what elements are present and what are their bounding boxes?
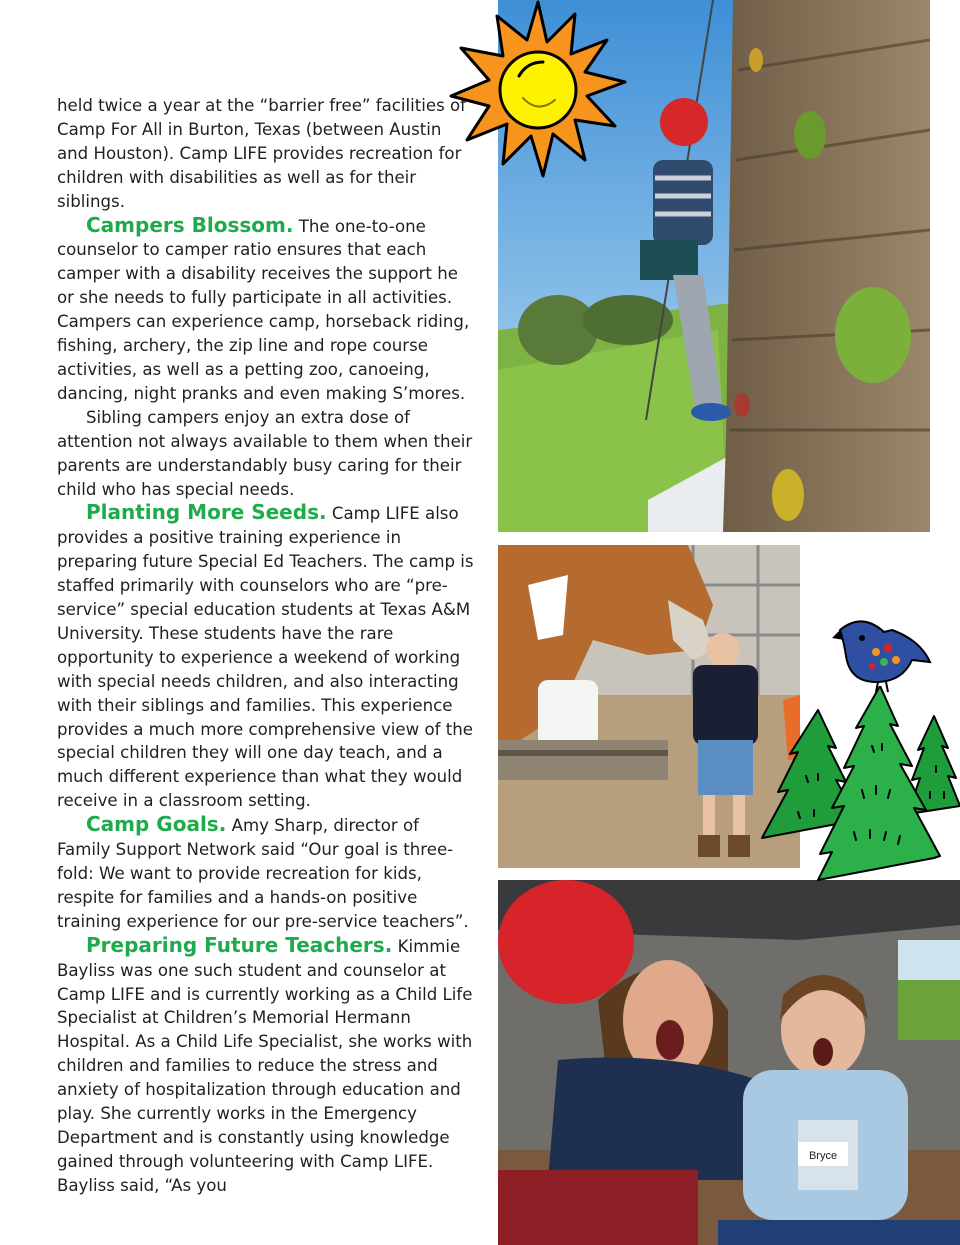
section-campers-blossom — [57, 214, 477, 406]
article-column — [57, 94, 477, 1198]
horse-photo — [498, 545, 800, 868]
surprised-faces-photo — [498, 880, 960, 1245]
intro-paragraph: held twice a year at the “barrier free” facilities of Camp For All in Burton, Texas (between Austin and Houston). Camp LIFE provides recreation for children with disabilities as well as for their siblings. — [57, 96, 466, 211]
section-heading: Planting More Seeds. — [86, 500, 327, 525]
section-heading: Camp Goals. — [86, 812, 227, 837]
section-camp-goals — [57, 813, 477, 934]
section-heading: Preparing Future Teachers. — [86, 932, 393, 957]
section-body: Camp LIFE also provides a positive training experience in preparing future Special Ed Teachers. The camp is staffed primarily with counselors who are “pre-service” special education students at Texas A&M University. These students have the rare opportunity to experience a weekend of working with special needs children, and also interacting with their siblings and families. This experience provides a much more comprehensive view of the special children they will one day teach, and a much different experience than what they would receive in a classroom setting. — [57, 504, 474, 811]
section-preparing-future-teachers — [57, 934, 477, 1198]
section-body: Kimmie Bayliss was one such student and counselor at Camp LIFE and is currently working as a Child Life Specialist at Children’s Memorial Hermann Hospital. As a Child Life Specialist, she works with children and families to reduce the stress and anxiety of hospitalization through education and play. She currently works in the Emergency Department and is constantly using knowledge gained through volunteering with Camp LIFE. Bayliss said, “As you — [57, 936, 473, 1195]
pine-trees-icon — [758, 686, 960, 886]
section-heading: Campers Blossom. — [86, 212, 294, 237]
section-body: Amy Sharp, director of Family Support Network said “Our goal is three-fold: We want to provide recreation for kids, respite for families and a hands-on positive training experience for our pre-service teachers”. — [57, 816, 469, 931]
section-planting-more-seeds — [57, 501, 477, 813]
sun-icon — [447, 0, 629, 180]
sibling-paragraph: Sibling campers enjoy an extra dose of attention not always available to them when their parents are understandably busy caring for their child who has special needs. — [57, 407, 473, 499]
bird-icon — [832, 612, 934, 694]
name-tag: Bryce — [808, 1150, 838, 1162]
section-body: The one-to-one counselor to camper ratio ensures that each camper with a disability receives the support he or she needs to fully participate in all activities. Campers can experience camp, horseback riding, fishing, archery, the zip line and rope course activities, as well as a petting zoo, canoeing, dancing, night pranks and even making S’mores. — [57, 216, 470, 403]
